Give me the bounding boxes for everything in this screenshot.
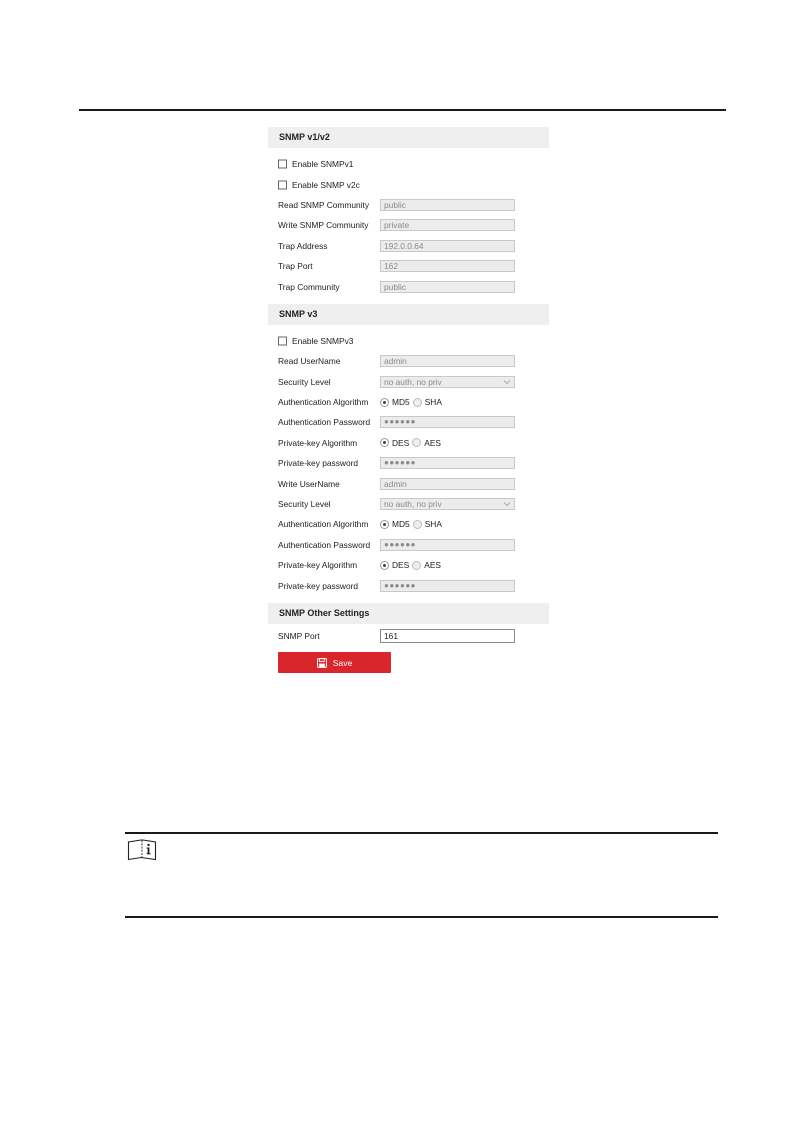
snmp-port-row xyxy=(268,626,549,646)
read-security-level-select[interactable] xyxy=(380,376,515,388)
write-community-input[interactable]: private xyxy=(380,219,515,231)
floppy-disk-icon xyxy=(317,658,327,668)
write-priv-algo-row xyxy=(268,555,549,575)
note-bottom-rule xyxy=(125,916,718,918)
write-priv-password-input[interactable]: ●●●●●● xyxy=(380,580,515,592)
trap-address-input[interactable]: 192.0.0.64 xyxy=(380,240,515,252)
read-community-row xyxy=(268,195,549,215)
book-info-icon xyxy=(127,839,157,861)
trap-community-input[interactable]: public xyxy=(380,281,515,293)
read-security-level-value: no auth, no priv xyxy=(384,376,442,387)
note-top-rule xyxy=(125,832,718,834)
snmp-settings-panel xyxy=(268,127,549,646)
read-auth-sha-label: SHA xyxy=(424,397,442,408)
read-auth-password-row xyxy=(268,412,549,432)
read-priv-password-row xyxy=(268,453,549,473)
write-priv-des-label: DES xyxy=(392,560,410,571)
write-auth-password-input[interactable]: ●●●●●● xyxy=(380,539,515,551)
read-username-label: Read UserName xyxy=(278,356,341,367)
read-username-input[interactable]: admin xyxy=(380,355,515,367)
section-header-snmp-v3: SNMP v3 xyxy=(268,304,549,325)
read-priv-aes-radio[interactable] xyxy=(412,438,421,447)
read-auth-password-label: Authentication Password xyxy=(278,417,371,428)
trap-community-label: Trap Community xyxy=(278,281,340,292)
write-priv-aes-radio[interactable] xyxy=(412,561,421,570)
section-header-snmp-v1v2: SNMP v1/v2 xyxy=(268,127,549,148)
read-priv-des-radio[interactable] xyxy=(380,438,389,447)
chevron-down-icon xyxy=(503,378,511,386)
write-security-level-select[interactable] xyxy=(380,498,515,510)
write-community-label: Write SNMP Community xyxy=(278,220,369,231)
write-priv-algo-label: Private-key Algorithm xyxy=(278,560,358,571)
write-auth-sha-label: SHA xyxy=(424,519,442,530)
save-button[interactable] xyxy=(278,652,391,673)
chevron-down-icon xyxy=(503,500,511,508)
enable-snmpv2c-checkbox[interactable] xyxy=(278,180,287,189)
write-priv-algo-radios xyxy=(380,560,441,570)
write-auth-algo-radios xyxy=(380,519,442,529)
enable-snmpv1-label: Enable SNMPv1 xyxy=(292,159,354,170)
write-auth-sha-radio[interactable] xyxy=(413,520,422,529)
write-username-row xyxy=(268,473,549,493)
write-security-level-label: Security Level xyxy=(278,499,331,510)
read-priv-password-label: Private-key password xyxy=(278,458,359,469)
read-community-input[interactable]: public xyxy=(380,199,515,211)
save-button-label: Save xyxy=(332,657,353,668)
enable-snmpv1-checkbox[interactable] xyxy=(278,160,287,169)
trap-port-row xyxy=(268,256,549,276)
read-security-level-label: Security Level xyxy=(278,376,331,387)
enable-snmpv3-checkbox[interactable] xyxy=(278,336,287,345)
enable-snmpv3-row[interactable] xyxy=(268,331,549,351)
read-auth-sha-radio[interactable] xyxy=(413,398,422,407)
trap-port-input[interactable]: 162 xyxy=(380,260,515,272)
enable-snmpv2c-row[interactable] xyxy=(268,174,549,194)
write-priv-password-row xyxy=(268,575,549,595)
write-priv-password-label: Private-key password xyxy=(278,580,359,591)
enable-snmpv3-label: Enable SNMPv3 xyxy=(292,335,354,346)
read-community-label: Read SNMP Community xyxy=(278,199,370,210)
read-auth-md5-label: MD5 xyxy=(392,397,410,408)
read-priv-algo-label: Private-key Algorithm xyxy=(278,437,358,448)
enable-snmpv2c-label: Enable SNMP v2c xyxy=(292,179,360,190)
write-priv-aes-label: AES xyxy=(424,560,441,571)
write-auth-md5-radio[interactable] xyxy=(380,520,389,529)
read-username-row xyxy=(268,351,549,371)
write-community-row xyxy=(268,215,549,235)
read-priv-des-label: DES xyxy=(392,437,410,448)
read-security-level-row xyxy=(268,372,549,392)
write-priv-des-radio[interactable] xyxy=(380,561,389,570)
write-username-label: Write UserName xyxy=(278,478,340,489)
write-auth-password-row xyxy=(268,535,549,555)
read-priv-algo-row xyxy=(268,433,549,453)
trap-address-row xyxy=(268,236,549,256)
enable-snmpv1-row[interactable] xyxy=(268,154,549,174)
trap-community-row xyxy=(268,276,549,296)
snmp-port-input[interactable]: 161 xyxy=(380,629,515,643)
trap-address-label: Trap Address xyxy=(278,240,328,251)
write-security-level-row xyxy=(268,494,549,514)
write-auth-md5-label: MD5 xyxy=(392,519,410,530)
read-auth-md5-radio[interactable] xyxy=(380,398,389,407)
read-auth-algo-radios xyxy=(380,397,442,407)
read-priv-aes-label: AES xyxy=(424,437,441,448)
read-auth-algo-label: Authentication Algorithm xyxy=(278,397,369,408)
read-priv-algo-radios xyxy=(380,438,441,448)
trap-port-label: Trap Port xyxy=(278,261,313,272)
snmp-port-label: SNMP Port xyxy=(278,631,320,641)
read-auth-algo-row xyxy=(268,392,549,412)
write-security-level-value: no auth, no priv xyxy=(384,499,442,510)
page-header-rule xyxy=(79,109,726,111)
read-priv-password-input[interactable]: ●●●●●● xyxy=(380,457,515,469)
write-auth-algo-label: Authentication Algorithm xyxy=(278,519,369,530)
write-auth-password-label: Authentication Password xyxy=(278,539,371,550)
write-auth-algo-row xyxy=(268,514,549,534)
write-username-input[interactable]: admin xyxy=(380,478,515,490)
read-auth-password-input[interactable]: ●●●●●● xyxy=(380,416,515,428)
section-header-snmp-other: SNMP Other Settings xyxy=(268,603,549,624)
